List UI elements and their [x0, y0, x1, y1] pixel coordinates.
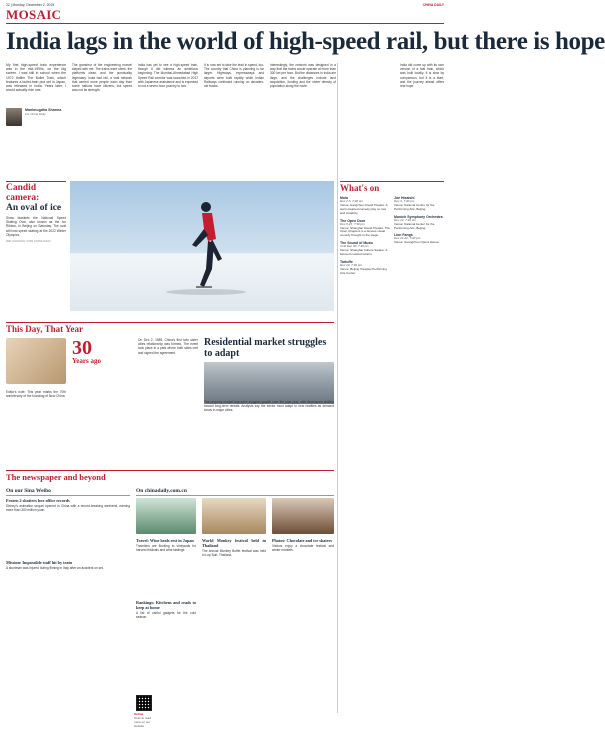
story-frozen[interactable]: Frozen 2 shatters box office records Disney's animation sequel opened in China with a record-breaking weekend, earning more than 300 million yuan.: [6, 498, 130, 513]
body-column-3: India has yet to see a high-speed train, though it did witness an ambitious beginning. The Mumbai-Ahmedabad High Speed Rail corridor was launched in 2017 with Japanese assistance and is expected to cut a seven-hour journey to two.: [138, 63, 198, 89]
page-meta: 22 | Monday, December 2, 2019: [6, 3, 55, 7]
whatson-col-right: [394, 196, 444, 279]
body-column-2: The grandeur of the engineering marvel stayed with me. The trains were sleek, the platforms clean, and the punctuality legendary. India had rail, a vast network that carried more people each day than some nations have citizens, but speed was not its strength.: [72, 63, 132, 93]
qr-label: Online: [134, 712, 144, 716]
anniversary-number: 30: [72, 337, 92, 359]
author-role: For China Daily: [25, 112, 46, 116]
candid-title: Candid camera:: [6, 181, 66, 203]
candid-subtitle: An oval of ice: [6, 203, 62, 213]
story-travel[interactable]: Travel: Wine heals rest in Japan Travellers are flocking to vineyards for harvest festivals and wine tastings.: [136, 538, 196, 553]
body-column-5: Interestingly, the network was designed in a way that the trains would operate at more than 300 km per hour. But the distances in India are large, and the challenges include land acquisition, funding and the sheer density of population along the route.: [270, 63, 336, 89]
body-column-4: It is now set to take the lead in speed, too. The country that China is planning is far larger. Highways, expressways and airports were built rapidly while Indian Railways continued running on decades-old tracks.: [204, 63, 264, 89]
whatson-title: What's on: [340, 181, 444, 193]
anniversary-badge: [72, 338, 136, 366]
main-headline: India lags in the world of high-speed rail, but there is hope: [6, 28, 605, 55]
author-photo: [6, 108, 22, 126]
event-item: Joe Hisaishi Dec 3, 7:30 pm Venue: National Centre for the Performing Arts, Beijing.: [394, 196, 435, 211]
residential-section: [204, 338, 334, 404]
candid-credit: WEI XIAOHAO / FOR CHINA DAILY: [6, 239, 52, 244]
event-item: Lion Fangs Dec 21-22, 7:30 pm Venue: Guangzhou Opera House.: [394, 233, 440, 245]
event-item: Mola Dec 2-5, 7:30 pm Venue: Hangzhou Grand Theatre. A warm-hearted comedy play on raw and creativity.: [340, 196, 388, 215]
story-rankings[interactable]: Rankings: Kitchens and reads to keep at home A list of useful gadgets for the cold season.: [136, 600, 196, 620]
network-title: The newspaper and beyond: [6, 470, 334, 482]
skater-silhouette-icon: [182, 199, 226, 291]
lead-paragraph: My first high-speed train experience was in the mid-1990s, on the big screen. I was still in school when the 1972 thriller The Bullet Train, which features a bullet-train plot set in Japan, was released in India. Years later, I would actually ride one.: [6, 63, 66, 93]
thisday-photo: [6, 338, 66, 384]
chinadaily-header: On chinadaily.com.cn: [136, 488, 334, 496]
event-item: Tartuffe Dec 20, 7:30 pm Venue: Beijing Tianqiao Performing Arts Center.: [340, 259, 387, 275]
story-mission[interactable]: Mission: Impossible staff hit by train A stuntman was injured during filming in Italy after an accident on set.: [6, 560, 104, 570]
story-monkey-photo: [202, 498, 266, 534]
skater-shadow: [166, 289, 246, 295]
author-name: Manimugdha Sharma: [25, 108, 62, 112]
candid-camera: [6, 181, 66, 243]
body-column-7: India did come up with its own version of a fast train, which was built locally. It is slow by comparison, but it is a start, and the journey ahead offers real hope.: [400, 63, 444, 89]
thisday-note: Editor's note: This year marks the 70th anniversary of the founding of New China.: [6, 390, 66, 399]
residential-title: Residential market struggles to adapt: [204, 337, 327, 359]
event-item: The Sound of Music Until Dec 30, 7:30 pm Venue: Shanghai Culture Square. A beloved musical returns.: [340, 241, 388, 257]
whatson-col-left: [340, 196, 390, 279]
paper-name: CHINA DAILY: [422, 3, 444, 7]
section-title: MOSAIC: [6, 7, 62, 22]
residential-photo: [204, 362, 334, 404]
residential-body: The property market has seen sluggish growth over the past year, with developers shifting toward long-term rentals. Analysts say the sector must adapt to new realities as demand slows in major cities.: [204, 400, 334, 413]
column-divider: [337, 63, 338, 713]
event-item: Munich Symphony Orchestra Dec 12, 7:30 pm Venue: National Center for the Performing Arts, Beijing.: [394, 214, 443, 230]
story-monkey[interactable]: World Monkey festival held in Thailand The annual Monkey Buffet festival was held in Lop Buri, Thailand.: [202, 538, 266, 558]
qr-code-icon[interactable]: [136, 695, 152, 711]
story-photos-photo: [272, 498, 334, 534]
candid-caption: Snow blankets the National Speed Skating Oval, also known as the Ice Ribbon, in Beijing on Saturday. The oval will host speed skating at the 2022 Winter Olympics.: [6, 216, 66, 237]
author-block: [6, 108, 64, 126]
whatson-section: [340, 181, 444, 279]
qr-caption: Scan to read more on our website: [134, 716, 152, 728]
thisday-body: On Dec 2, 1989, China's first twin sister cities relationship was formed. The event took place in a park where both sides met and signed the agreement.: [138, 338, 198, 355]
story-travel-photo: [136, 498, 196, 534]
section-header: [6, 7, 444, 24]
skater-photo: [70, 181, 334, 311]
thisday-title: This Day, That Year: [6, 322, 334, 334]
anniversary-label: Years ago: [72, 357, 101, 365]
event-item: The Open Door Dec 8-15, 7:30 pm Venue: Shanghai Grand Theatre. The Open Chapters is a famous visual comedy brought to the stage.: [340, 218, 390, 238]
story-photos[interactable]: Photos: Chocolate and ice skaters Visitors enjoy a chocolate festival and winter markets.: [272, 538, 334, 553]
sina-weibo-header: On our Sina Weibo: [6, 488, 130, 496]
